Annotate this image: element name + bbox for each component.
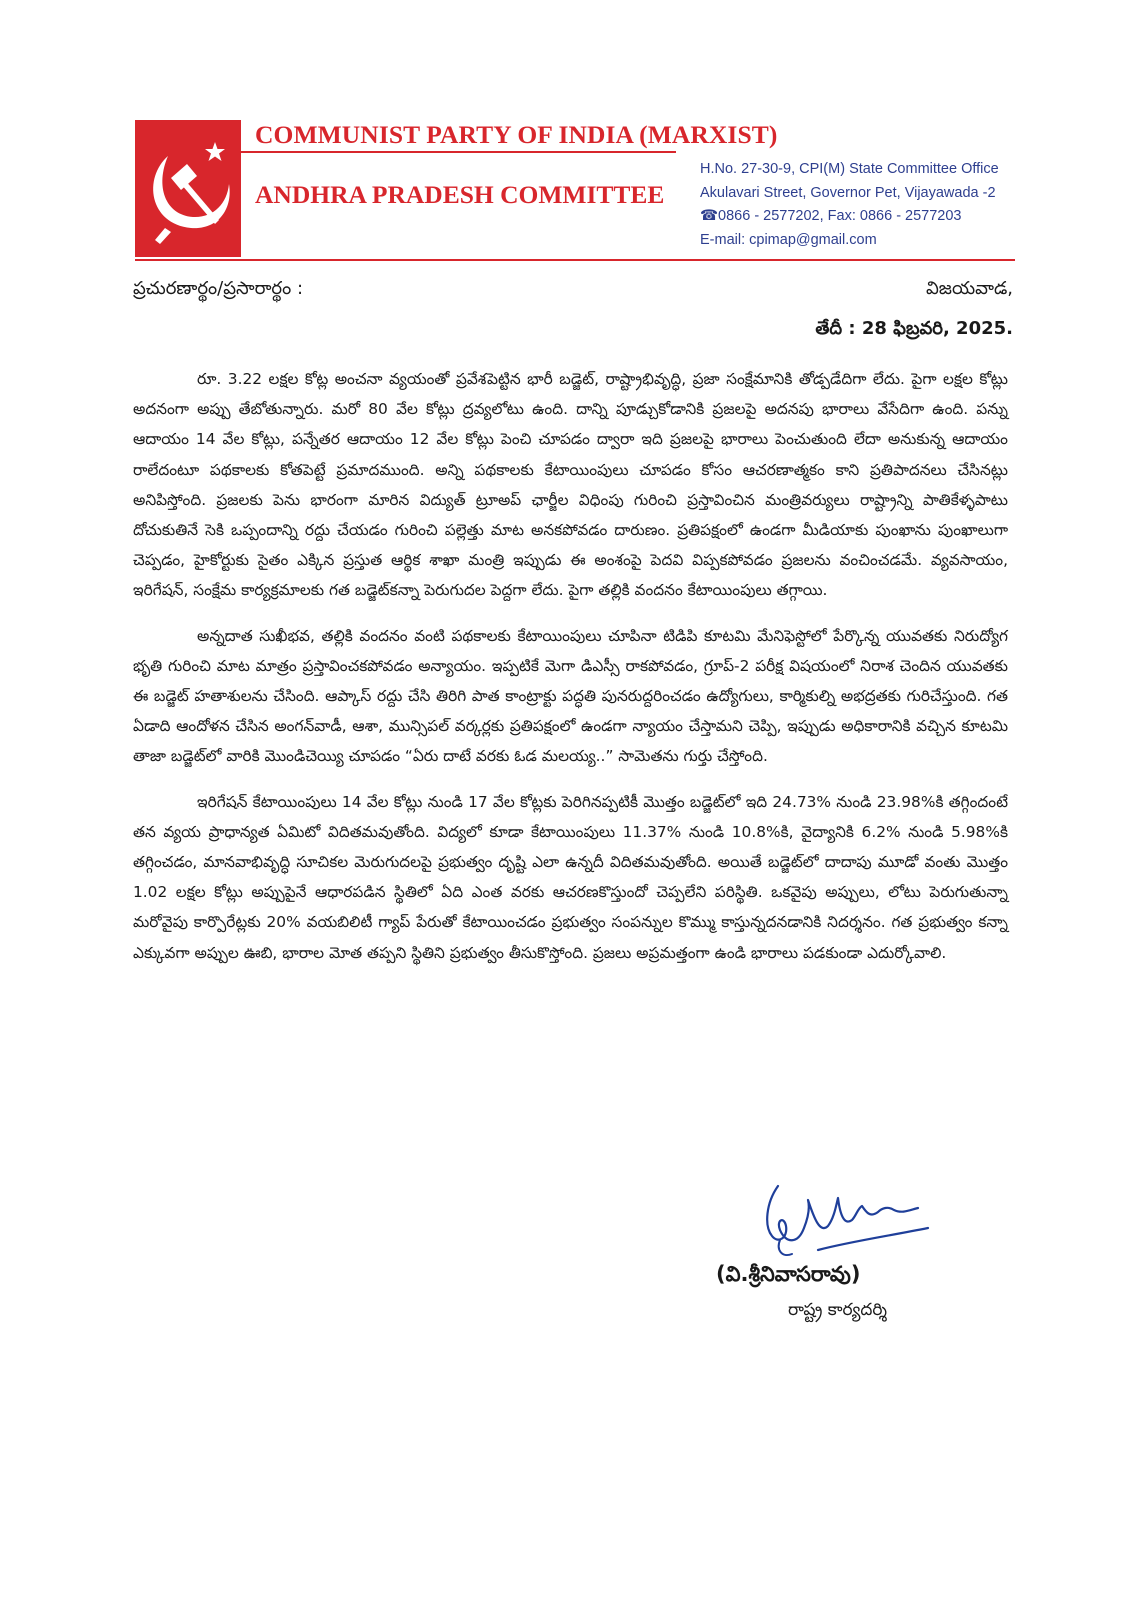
telephone-icon: ☎ [700, 208, 719, 224]
letterhead-rule [135, 259, 1015, 261]
release-label: ప్రచురణార్థం/ప్రసారార్థం : [133, 278, 304, 299]
place: విజయవాడ, [925, 278, 1013, 299]
committee-name: ANDHRA PRADESH COMMITTEE [255, 180, 665, 209]
hammer-sickle-icon [135, 120, 241, 257]
paragraph: అన్నదాత సుఖీభవ, తల్లికి వందనం వంటి పథకాలకు కేటాయింపులు చూపినా టిడిపి కూటమి మేనిఫెస్టోలో పేర్కొన్న యువతకు నిరుద్యోగ భృతి గురించి మాట మాత్రం ప్రస్తావించకపోవడం అన్యాయం. ఇప్పటికే మెగా డిఎస్సీ రాకపోవడం, గ్రూప్-2 పరీక్ష విషయంలో నిరాశ చెందిన యువతకు ఈ బడ్జెట్ హతాశులను చేసింది. ఆప్కాస్ రద్దు చేసి తిరిగి పాత కాంట్రాక్టు పద్ధతి పునరుద్దరించడం ఉద్యోగులు, కార్మికుల్ని అభద్రతకు గురిచేస్తుంది. గత ఏడాది ఆందోళన చేసిన అంగన్‌వాడీ, ఆశా, మున్సిపల్ వర్కర్లకు ప్రతిపక్షంలో ఉండగా న్యాయం చేస్తామని చెప్పి, ఇప్పుడు అధికారానికి వచ్చిన కూటమి తాజా బడ్జెట్‌లో వారికి మొండిచెయ్యి చూపడం “ఏరు దాటే వరకు ఓడ మలయ్య..” సామెతను గుర్తు చేస్తోంది. [133, 626, 1008, 766]
date: తేదీ : 28 ఫిబ్రవరి, 2025. [815, 318, 1013, 339]
signatory-title: రాష్ట్ర కార్యదర్శి [788, 1300, 888, 1320]
address-line-2: Akulavari Street, Governor Pet, Vijayawada -2 [700, 184, 996, 201]
phone-numbers: 0866 - 2577202, Fax: 0866 - 2577203 [718, 208, 962, 224]
header-divider [241, 151, 676, 153]
phone-line [700, 205, 1020, 229]
party-logo [135, 120, 241, 257]
address-line-1: H.No. 27-30-9, CPI(M) State Committee Office [700, 161, 999, 177]
paragraph: రూ. 3.22 లక్షల కోట్ల అంచనా వ్యయంతో ప్రవేశపెట్టిన భారీ బడ్జెట్, రాష్ట్రాభివృద్ధి, ప్రజా సంక్షేమానికి తోడ్పడేదిగా లేదు. పైగా లక్షల కోట్లు అదనంగా అప్పు తేబోతున్నారు. మరో 80 వేల కోట్లు ద్రవ్యలోటు ఉంది. దాన్ని పూడ్చుకోడానికి ప్రజలపై అదనపు భారాలు వేసేదిగా ఉంది. పన్ను ఆదాయం 14 వేల కోట్లు, పన్నేతర ఆదాయం 12 వేల కోట్లు పెంచి చూపడం ద్వారా ఇది ప్రజలపై భారాలు పెంచుతుంది లేదా అనుకున్న ఆదాయం రాలేదంటూ పథకాలకు కోతపెట్టే ప్రమాదముంది. అన్ని పథకాలకు కేటాయింపులు చూపడం కోసం ఆచరణాత్మకం కాని ప్రతిపాదనలు చేసినట్లు అనిపిస్తోంది. ప్రజలకు పెను భారంగా మారిన విద్యుత్ ట్రూఅప్ ఛార్జీల విధింపు గురించి ప్రస్తావించిన మంత్రివర్యులు రాష్ట్రాన్ని పాతికేళ్ళపాటు దోచుకుతినే సెకి ఒప్పందాన్ని రద్దు చేయడం గురించి పల్లెత్తు మాట అనకపోవడం దారుణం. ప్రతిపక్షంలో ఉండగా మీడియాకు పుంఖాను పుంఖాలుగా చెప్పడం, హైకోర్టుకు సైతం ఎక్కిన ప్రస్తుత ఆర్థిక శాఖా మంత్రి ఇప్పుడు ఈ అంశంపై పెదవి విప్పకపోవడం ప్రజలను వంచించడమే. వ్యవసాయం, ఇరిగేషన్, సంక్షేమ కార్యక్రమాలకు గత బడ్జెట్‌కన్నా పెరుగుదల పెద్దగా లేదు. పైగా తల్లికి వందనం కేటాయింపులు తగ్గాయి. [133, 370, 1008, 600]
paragraph: ఇరిగేషన్ కేటాయింపులు 14 వేల కోట్లు నుండి 17 వేల కోట్లకు పెరిగినప్పటికీ మొత్తం బడ్జెట్‌లో ఇది 24.73% నుండి 23.98%కి తగ్గిందంటే తన వ్యయ ప్రాధాన్యత ఏమిటో విదితమవుతోంది. విద్యలో కూడా కేటాయింపులు 11.37% నుండి 10.8%కి, వైద్యానికి 6.2% నుండి 5.98%కి తగ్గించడం, మానవాభివృద్ధి సూచికల మెరుగుదలపై ప్రభుత్వం దృష్టి ఎలా ఉన్నదీ విదితమవుతోంది. అయితే బడ్జెట్‌లో దాదాపు మూడో వంతు మొత్తం 1.02 లక్షల కోట్లు అప్పుపైనే ఆధారపడిన స్థితిలో ఏది ఎంత వరకు ఆచరణకొస్తుందో చెప్పలేని పరిస్థితి. ఒకవైపు అప్పులు, లోటు పెరుగుతున్నా మరోవైపు కార్పొరేట్లకు 20% వయబిలిటీ గ్యాప్ పేరుతో కేటాయించడం ప్రభుత్వం సంపన్నుల కొమ్ము కాస్తున్నదనడానికి నిదర్శనం. గత ప్రభుత్వం కన్నా ఎక్కువగా అప్పుల ఊబి, భారాల మోత తప్పని స్థితిని ప్రభుత్వం తీసుకొస్తోంది. ప్రజలు అప్రమత్తంగా ఉండి భారాలు పడకుండా ఎదుర్కోవాలి. [133, 792, 1008, 962]
email-line: E-mail: cpimap@gmail.com [700, 231, 877, 248]
signatory-name: (వి.శ్రీనివాసరావు) [716, 1262, 861, 1286]
office-address [700, 158, 1020, 252]
party-name: COMMUNIST PARTY OF INDIA (MARXIST) [255, 120, 778, 149]
press-release-body [133, 364, 1008, 983]
handwritten-signature [758, 1178, 948, 1267]
letterhead [135, 120, 1015, 260]
